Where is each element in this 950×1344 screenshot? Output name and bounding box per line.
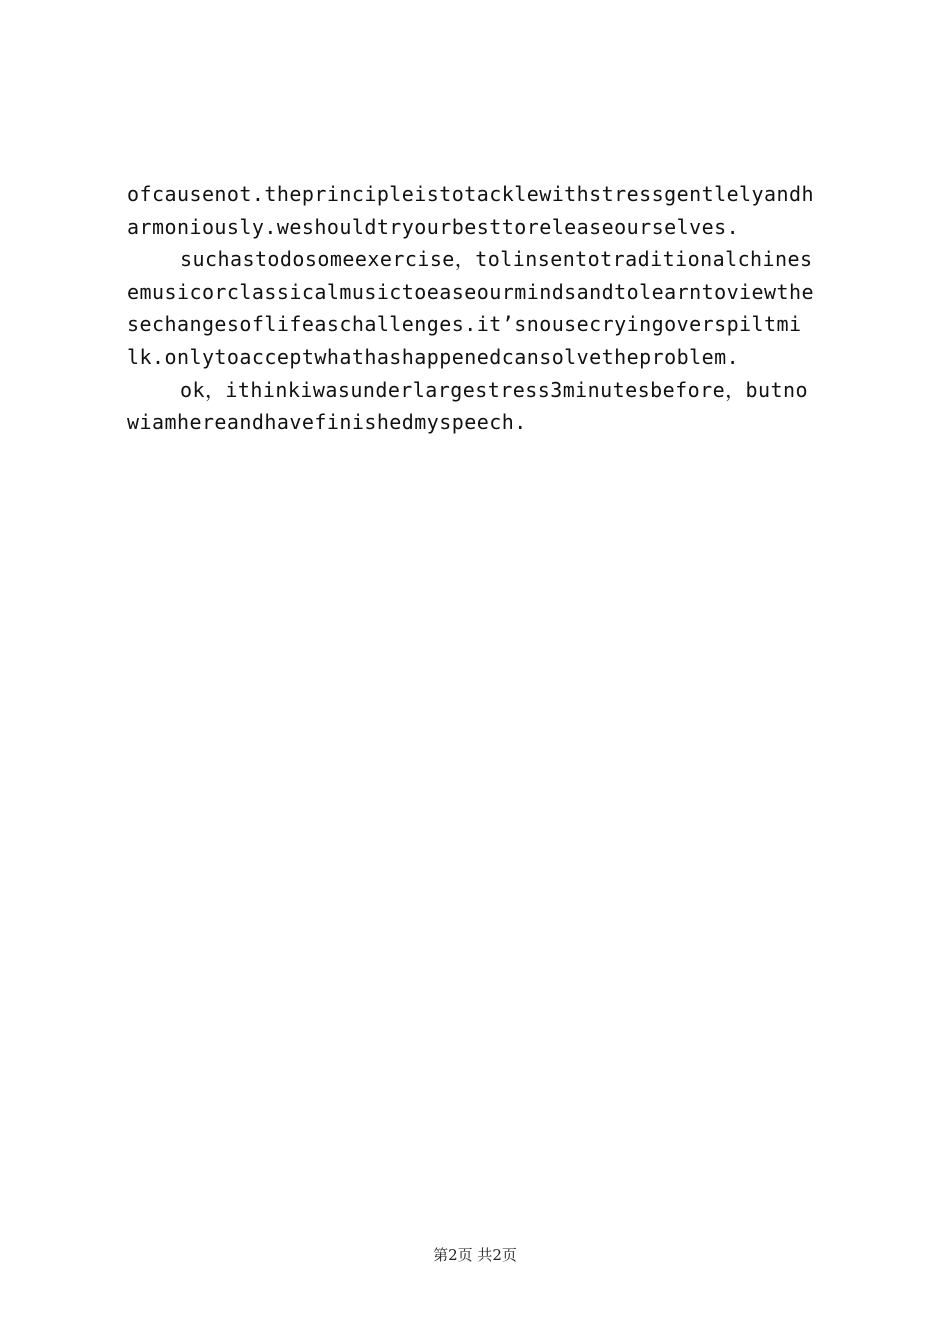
- page-footer: [0, 1244, 950, 1265]
- text-line: armoniously.weshouldtryourbesttoreleaseourselves.: [127, 214, 740, 239]
- text-line: ofcausenot.theprincipleistotacklewithstressgentlelyandh: [127, 182, 815, 206]
- page-number-label: 第2页 共2页: [433, 1246, 517, 1264]
- text-line-paragraph-start: suchastodosomeexercise，tolinsentotraditionalchines: [180, 247, 813, 272]
- body-text: [127, 178, 837, 439]
- text-line-paragraph-start: ok，ithinkiwasunderlargestress3minutesbefore，butno: [180, 377, 808, 402]
- text-line: wiamhereandhavefinishedmyspeech.: [127, 410, 527, 435]
- text-line: emusicorclassicalmusictoeaseourmindsandtolearntoviewthe: [127, 279, 815, 304]
- text-line: lk.onlytoacceptwhathashappenedcansolvetheproblem.: [127, 344, 740, 369]
- text-line: sechangesoflifeaschallenges.it’snousecryingoverspiltmi: [127, 312, 802, 337]
